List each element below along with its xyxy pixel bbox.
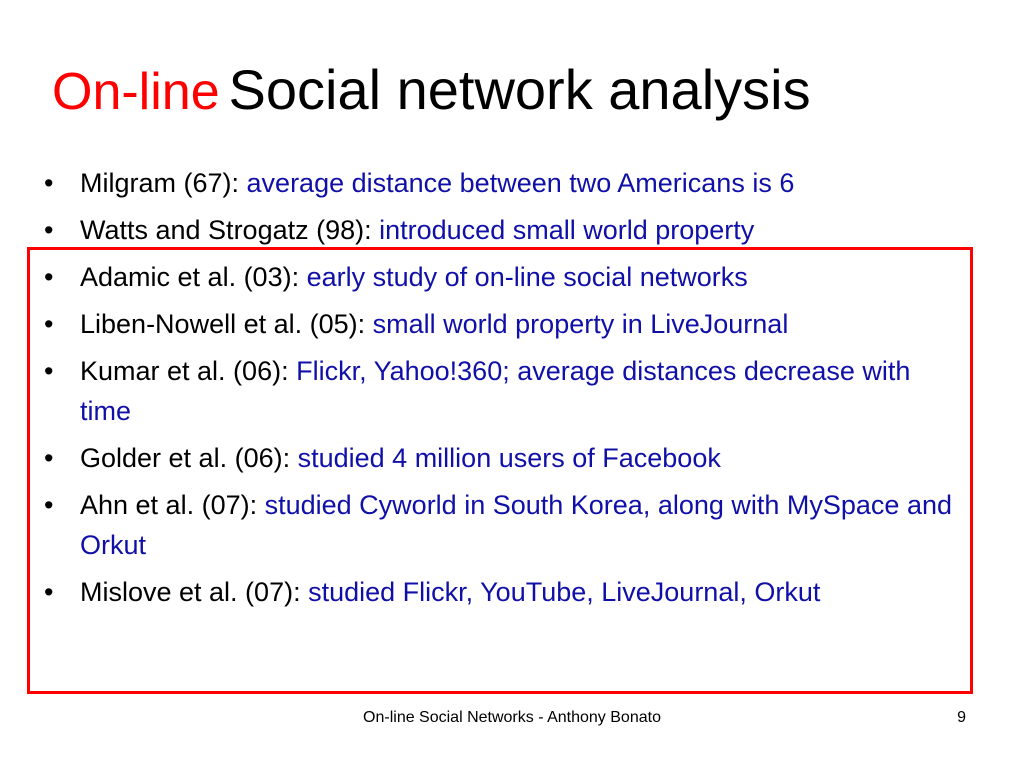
bullet-icon: • <box>44 356 54 386</box>
title-text: Social network analysis <box>228 58 811 121</box>
bullet-description: small world property in LiveJournal <box>372 309 789 339</box>
bullet-source: Mislove et al. (07): <box>80 577 309 607</box>
page-number: 9 <box>957 709 966 726</box>
bullet-description: studied Cyworld in South Korea, along with MySpace and Orkut <box>80 490 953 560</box>
bullet-description: introduced small world property <box>379 215 755 245</box>
bullet-item <box>0 572 1024 612</box>
bullet-item <box>0 210 1024 250</box>
bullet-icon: • <box>44 168 54 198</box>
bullet-icon: • <box>44 309 54 339</box>
bullet-description: average distance between two Americans is 6 <box>246 168 795 198</box>
bullet-source: Milgram (67): <box>80 168 247 198</box>
footer-text: On-line Social Networks - Anthony Bonato <box>363 709 661 726</box>
bullet-source: Golder et al. (06): <box>80 443 298 473</box>
bullet-source: Watts and Strogatz (98): <box>80 215 380 245</box>
bullet-item <box>0 304 1024 344</box>
bullet-source: Liben-Nowell et al. (05): <box>80 309 373 339</box>
bullet-item <box>0 351 1024 431</box>
bullet-icon: • <box>44 215 54 245</box>
bullet-description: studied Flickr, YouTube, LiveJournal, Orkut <box>308 577 821 607</box>
bullet-description: Flickr, Yahoo!360; average distances decrease with time <box>80 356 911 426</box>
slide-title <box>52 58 811 121</box>
bullet-list <box>0 163 1024 619</box>
bullet-icon: • <box>44 262 54 292</box>
bullet-icon: • <box>44 490 54 520</box>
bullet-source: Kumar et al. (06): <box>80 356 297 386</box>
bullet-description: studied 4 million users of Facebook <box>297 443 721 473</box>
bullet-item <box>0 485 1024 565</box>
bullet-icon: • <box>44 443 54 473</box>
bullet-item <box>0 163 1024 203</box>
bullet-description: early study of on-line social networks <box>306 262 748 292</box>
bullet-item <box>0 257 1024 297</box>
bullet-source: Adamic et al. (03): <box>80 262 307 292</box>
bullet-source: Ahn et al. (07): <box>80 490 265 520</box>
title-highlight: On-line <box>52 63 220 121</box>
bullet-icon: • <box>44 577 54 607</box>
bullet-item <box>0 438 1024 478</box>
